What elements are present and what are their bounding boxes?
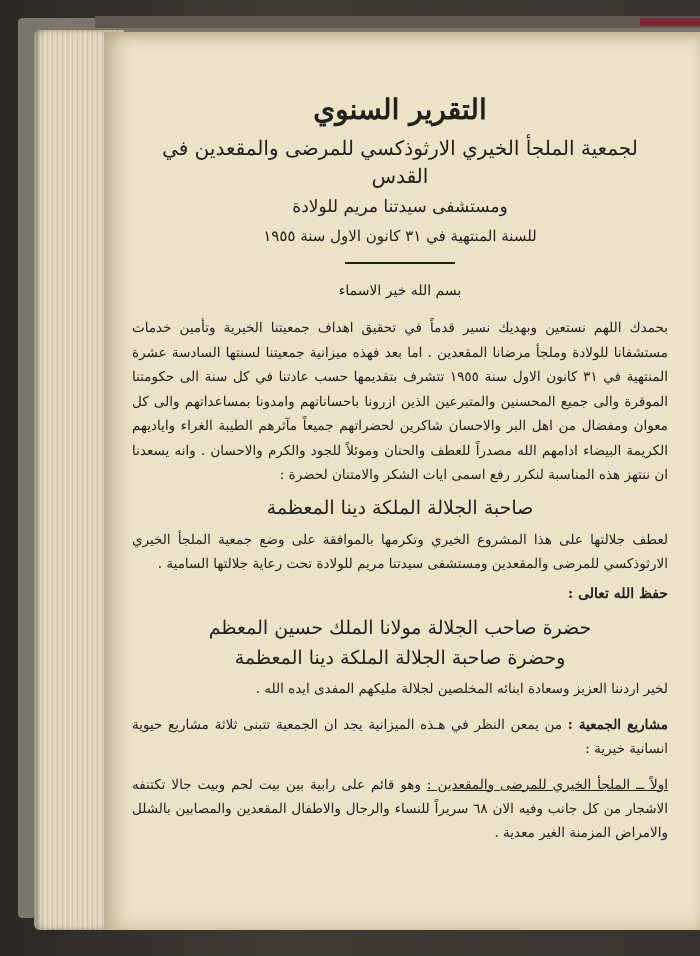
page-content: [132, 92, 668, 845]
queen-paragraph: لعطف جلالتها على هذا المشروع الخيري وتكرمها بالموافقة على وضع جمعية الملجأ الخيري الارثوذكسي للمرضى والمقعدين ومستشفى سيدتنا مريم للولادة تحت رعاية جلالتها السامية .: [132, 531, 668, 572]
queen-heading: صاحبة الجلالة الملكة دينا المعظمة: [266, 496, 534, 519]
king-line-1: حضرة صاحب الجلالة مولانا الملك حسين المعظم: [208, 616, 592, 639]
divider: [345, 262, 455, 264]
hafiz-line: حفظ الله تعالى :: [568, 585, 668, 602]
book-ribbon: [640, 18, 700, 26]
intro-paragraph: بحمدك اللهم نستعين وبهديك نسير قدماً في تحقيق اهداف جمعيتنا الخيرية وتأمين خدمات مستشفانا للولادة وملجأ مرضانا المقعدين . اما بعد فهذه ميزانية جمعيتنا لسنتها السادسة عشرة المنتهية في ٣١ كانون الاول سنة ١٩٥٥ تتشرف بتقديمها حسب عادتنا في كل سنة الى حكومتنا الموقرة والى جميع المحسنين والمتبرعين الذين ازرونا باحساناتهم وامدونا بمساعداتهم والى كل معوان ومفضال من اهل البر والاحسان شاكرين لحضراتهم جميعاً مآثرهم الطيبة الغراء واياديهم الكريمة البيضاء ادامهم الله مصدراً للعطف والحنان وموئلاً للجود والكرم والاحسان . وانه يسعدنا ان ننتهز هذه المناسبة لنكرر رفع اسمى ايات الشكر والامتنان لحضرة :: [132, 320, 668, 483]
projects-text: من يمعن النظر في هـذه الميزانية يجد ان الجمعية تتبنى ثلاثة مشاريع حيوية انسانية خيرية :: [132, 716, 668, 757]
report-title: التقرير السنوي: [313, 93, 487, 126]
report-subtitle-1: لجمعية الملجأ الخيري الارثوذكسي للمرضى والمقعدين في القدس: [162, 136, 638, 188]
report-subtitle-3: للسنة المنتهية في ٣١ كانون الاول سنة ١٩٥٥: [263, 227, 537, 245]
projects-paragraph: [132, 713, 668, 761]
book-cover-top: [95, 16, 700, 28]
king-paragraph: لخير اردننا العزيز وسعادة ابنائه المخلصين لجلالة مليكهم المفدى ايده الله .: [255, 680, 668, 697]
report-subtitle-2: ومستشفى سيدتنا مريم للولادة: [292, 197, 508, 217]
basmala: بسم الله خير الاسماء: [338, 283, 462, 299]
first-project-paragraph: [132, 773, 668, 845]
first-project-text: وهو قائم على رابية بين بيت لحم وبيت جالا تكتنفه الاشجار من كل جانب وفيه الان ٦٨ سريراً للنساء والرجال والاطفال المقعدين والمصابين بالشلل والامراض المزمنة الغير معدية .: [132, 776, 669, 841]
first-project-label: اولاً ــ الملجأ الخيري للمرضى والمقعدين :: [426, 776, 668, 793]
projects-label: مشاريع الجمعية :: [567, 716, 668, 733]
king-line-2: وحضرة صاحبة الجلالة الملكة دينا المعظمة: [234, 646, 566, 669]
